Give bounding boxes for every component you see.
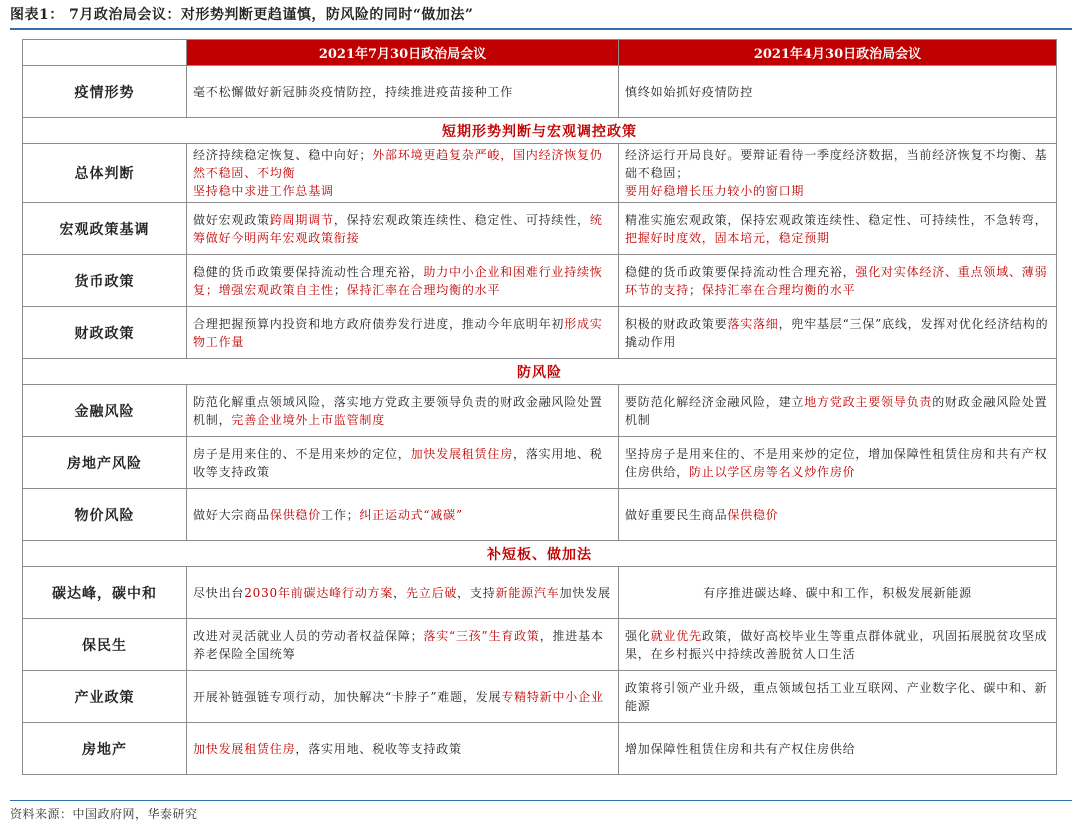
table-row (23, 671, 1057, 723)
body-text: 做好重要民生商品 (625, 507, 728, 522)
emphasis-text: 要用好稳增长压力较小的窗口期 (625, 184, 805, 198)
table-row (23, 203, 1057, 255)
body-text: 政策将引领产业升级，重点领域包括工业互联网、产业数字化、碳中和、新能源 (625, 680, 1048, 713)
emphasis-text: 防止以学区房等名义炒作房价 (689, 464, 856, 479)
emphasis-text: 保供稳价 (727, 507, 779, 522)
body-text: 开展补链强链专项行动，加快解决“卡脖子”难题，发展 (193, 689, 502, 704)
body-text: ， (393, 585, 406, 600)
body-text: ，推进基本养老保险全国统筹 (193, 628, 604, 661)
jul-meeting-cell (187, 489, 619, 541)
emphasis-text: 专精特新中小企业 (501, 689, 604, 704)
header-blank (23, 40, 187, 66)
emphasis-text: ；增强宏观政策自主性 (205, 282, 334, 297)
body-text: ； (689, 282, 702, 297)
body-text: 合理把握预算内投资和地方政府债券发行进度，推动今年底明年初 (193, 316, 565, 331)
table-row (23, 307, 1057, 359)
table-row (23, 66, 1057, 118)
emphasis-text: 形成实物工作量 (193, 316, 603, 349)
row-label: 保民生 (23, 619, 187, 671)
emphasis-text: 坚持稳中求进工作总基调 (193, 184, 334, 198)
body-text: 做好宏观政策 (193, 212, 270, 227)
body-text: 房子是用来住的、不是用来炒的定位， (193, 446, 411, 461)
body-text: ，落实用地、税收等支持政策 (295, 741, 462, 756)
jul-meeting-cell (187, 619, 619, 671)
table-row (23, 385, 1057, 437)
emphasis-text: 强化对实体经济、重点领域、薄弱环节的支持 (625, 264, 1048, 297)
body-text: 加快发展 (559, 585, 611, 600)
emphasis-text: 地方党政主要领导负责 (804, 394, 933, 409)
body-text: 工作； (321, 507, 360, 522)
emphasis-text: 外部环境更趋复杂严峻，国内经济恢复仍然不稳固、不均衡 (193, 148, 603, 180)
body-text: 政策，做好高校毕业生等重点群体就业，巩固拓展脱贫攻坚成果，在乡村振兴中持续改善脱贫人口生活 (625, 628, 1048, 661)
apr-meeting-cell (619, 203, 1057, 255)
jul-meeting-cell (187, 723, 619, 775)
emphasis-text: 落实“三孩”生育政策 (423, 628, 540, 643)
apr-meeting-cell (619, 385, 1057, 437)
body-text: 精准实施宏观政策，保持宏观政策连续性、稳定性、可持续性，不急转弯， (625, 212, 1048, 227)
comparison-table (22, 39, 1057, 775)
row-label: 物价风险 (23, 489, 187, 541)
body-text: ，支持 (457, 585, 496, 600)
row-label: 房地产 (23, 723, 187, 775)
jul-meeting-cell (187, 567, 619, 619)
apr-meeting-cell (619, 437, 1057, 489)
emphasis-text: 把握好时度效，固本培元，稳定预期 (625, 230, 830, 245)
body-text: ，兜牢基层“三保”底线，发挥对优化经济结构的撬动作用 (625, 316, 1049, 349)
body-text: ； (333, 282, 347, 297)
apr-meeting-cell (619, 144, 1057, 203)
table-row (23, 437, 1057, 489)
section-row (23, 118, 1057, 144)
jul-meeting-cell (187, 66, 619, 118)
apr-meeting-cell (619, 307, 1057, 359)
body-text: 积极的财政政策要 (625, 316, 728, 331)
jul-meeting-cell (187, 307, 619, 359)
row-label: 金融风险 (23, 385, 187, 437)
emphasis-text: 先立后破 (405, 585, 458, 600)
body-text: 做好大宗商品 (193, 507, 270, 522)
body-text: ，保持宏观政策连续性、稳定性、可持续性， (333, 212, 590, 227)
section-row (23, 359, 1057, 385)
body-text: 的财政金融风险处置机制 (625, 394, 1048, 427)
body-text: 稳健的货币政策要保持流动性合理充裕， (193, 264, 424, 279)
apr-meeting-cell (619, 723, 1057, 775)
table-row (23, 619, 1057, 671)
apr-meeting-cell (619, 619, 1057, 671)
body-text: ，落实用地、税收等支持政策 (193, 446, 603, 479)
body-text: 尽快出台 (193, 585, 245, 600)
body-text: 改进对灵活就业人员的劳动者权益保障； (193, 628, 424, 643)
jul-meeting-cell (187, 437, 619, 489)
body-text: 要防范化解经济金融风险，建立 (625, 394, 805, 409)
source-note: 资料来源：中国政府网，华泰研究 (10, 807, 198, 821)
body-text: 毫不松懈做好新冠肺炎疫情防控，持续推进疫苗接种工作 (193, 84, 514, 99)
figure-title: 图表1： 7月政治局会议：对形势判断更趋谨慎，防风险的同时“做加法” (10, 7, 474, 23)
emphasis-text: 纠正运动式“减碳” (359, 507, 463, 522)
jul-meeting-cell (187, 144, 619, 203)
bottom-rule (10, 800, 1072, 801)
emphasis-text: 加快发展租赁住房 (193, 741, 296, 756)
body-text: 稳健的货币政策要保持流动性合理充裕， (625, 264, 856, 279)
title-rule (10, 28, 1072, 30)
jul-meeting-cell (187, 385, 619, 437)
table-row (23, 567, 1057, 619)
body-text: 强化 (625, 628, 651, 643)
jul-meeting-cell (187, 671, 619, 723)
body-text: 经济持续稳定恢复、稳中向好； (193, 148, 373, 162)
body-text: 坚持房子是用来住的、不是用来炒的定位，增加保障性租赁住房和共有产权住房供给， (625, 446, 1048, 479)
emphasis-text: 加快发展租赁住房 (410, 446, 514, 461)
emphasis-text: 就业优先 (650, 628, 702, 643)
table-row (23, 144, 1057, 203)
body-text: 有序推进碳达峰、碳中和工作，积极发展新能源 (703, 585, 972, 600)
emphasis-text: 保供稳价 (269, 507, 322, 522)
body-text: 防范化解重点领域风险，落实地方党政主要领导负责的财政金融风险处置机制， (193, 394, 603, 427)
body-text: 经济运行开局良好。要辩证看待一季度经济数据，当前经济恢复不均衡、基础不稳固； (625, 148, 1048, 180)
table-row (23, 255, 1057, 307)
emphasis-text: 2030年前碳达峰行动方案 (244, 585, 394, 600)
apr-meeting-cell (619, 489, 1057, 541)
row-label: 宏观政策基调 (23, 203, 187, 255)
row-label: 财政政策 (23, 307, 187, 359)
apr-meeting-cell (619, 567, 1057, 619)
apr-meeting-cell (619, 671, 1057, 723)
section-title: 短期形势判断与宏观调控政策 (23, 118, 1057, 144)
section-row (23, 541, 1057, 567)
body-text: 增加保障性租赁住房和共有产权住房供给 (625, 741, 856, 756)
apr-meeting-cell (619, 66, 1057, 118)
table-row (23, 723, 1057, 775)
row-label: 房地产风险 (23, 437, 187, 489)
row-label: 货币政策 (23, 255, 187, 307)
header-jul-meeting: 2021年7月30日政治局会议 (187, 40, 619, 66)
apr-meeting-cell (619, 255, 1057, 307)
emphasis-text: 新能源汽车 (495, 585, 560, 600)
section-title: 防风险 (23, 359, 1057, 385)
emphasis-text: 保持汇率在合理均衡的水平 (346, 282, 501, 297)
emphasis-text: 落实落细 (727, 316, 779, 331)
header-apr-meeting: 2021年4月30日政治局会议 (619, 40, 1057, 66)
section-title: 补短板、做加法 (23, 541, 1057, 567)
jul-meeting-cell (187, 203, 619, 255)
emphasis-text: 保持汇率在合理均衡的水平 (701, 282, 856, 297)
emphasis-text: 统筹做好今明两年宏观政策衔接 (193, 212, 603, 245)
row-label: 碳达峰，碳中和 (23, 567, 187, 619)
table-row (23, 489, 1057, 541)
row-label: 产业政策 (23, 671, 187, 723)
jul-meeting-cell (187, 255, 619, 307)
emphasis-text: 助力中小企业和困难行业持续恢复 (193, 264, 603, 297)
row-label: 总体判断 (23, 144, 187, 203)
table-body (23, 66, 1057, 775)
table-header-row (23, 40, 1057, 66)
row-label: 疫情形势 (23, 66, 187, 118)
emphasis-text: 跨周期调节 (269, 212, 334, 227)
body-text: 慎终如始抓好疫情防控 (625, 84, 754, 99)
emphasis-text: 完善企业境外上市监管制度 (231, 412, 386, 427)
